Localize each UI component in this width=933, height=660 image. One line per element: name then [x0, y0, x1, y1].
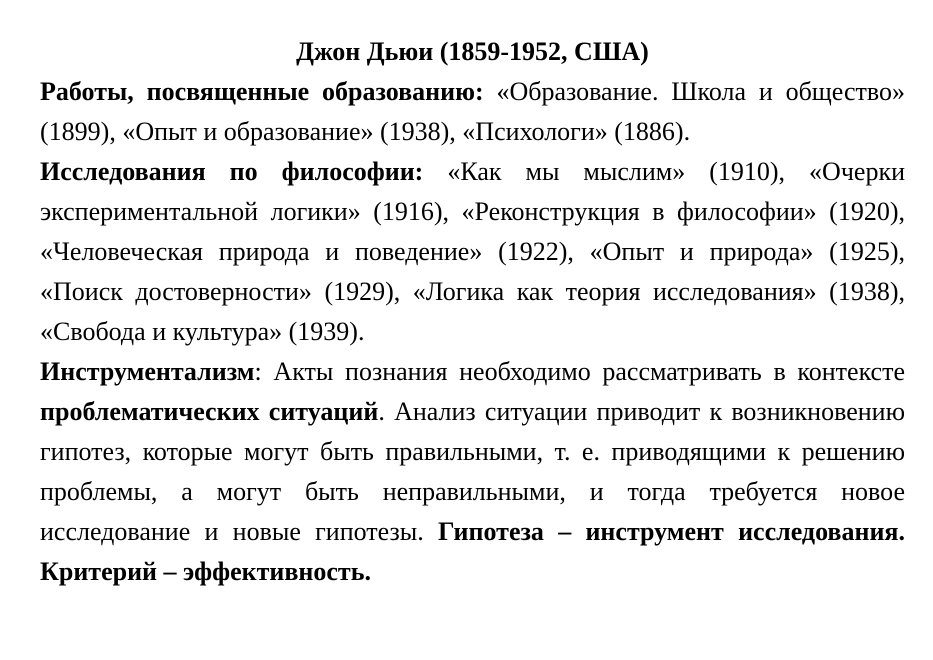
instrumentalism-text-2: . Анализ ситуации приводит к возникновению гипотез, которые могут быть правильными, т. е. приводящими к решению проблемы, а могут быть неправильными, и тогда требуется новое исследование и новые гипотезы.: [40, 397, 905, 546]
works-education-text: «Образование. Школа и общество» (1899), «Опыт и образование» (1938), «Психологи» (1886).: [40, 77, 906, 146]
works-education-paragraph: [40, 72, 905, 152]
works-philosophy-text: «Как мы мыслим» (1910), «Очерки экспериментальной логики» (1916), «Реконструкция в философии» (1920), «Человеческая природа и поведение» (1922), «Опыт и природа» (1925), «Поиск достоверности» (1929), «Логика как теория исследования» (1938), «Свобода и культура» (1939).: [40, 157, 905, 346]
instrumentalism-conclusion: Гипотеза – инструмент исследования. Критерий – эффективность.: [40, 517, 905, 586]
instrumentalism-paragraph: [40, 352, 905, 592]
works-philosophy-paragraph: [40, 152, 905, 352]
instrumentalism-label: Инструментализм: [40, 357, 255, 386]
instrumentalism-emphasis: проблематических ситуаций: [40, 397, 379, 426]
works-education-label: Работы, посвященные образованию:: [40, 77, 484, 106]
instrumentalism-text-1: : Акты познания необходимо рассматривать в контексте: [254, 357, 905, 386]
works-philosophy-label: Исследования по философии:: [40, 157, 424, 186]
document-page: [40, 32, 905, 592]
document-title: Джон Дьюи (1859-1952, США): [296, 37, 649, 66]
